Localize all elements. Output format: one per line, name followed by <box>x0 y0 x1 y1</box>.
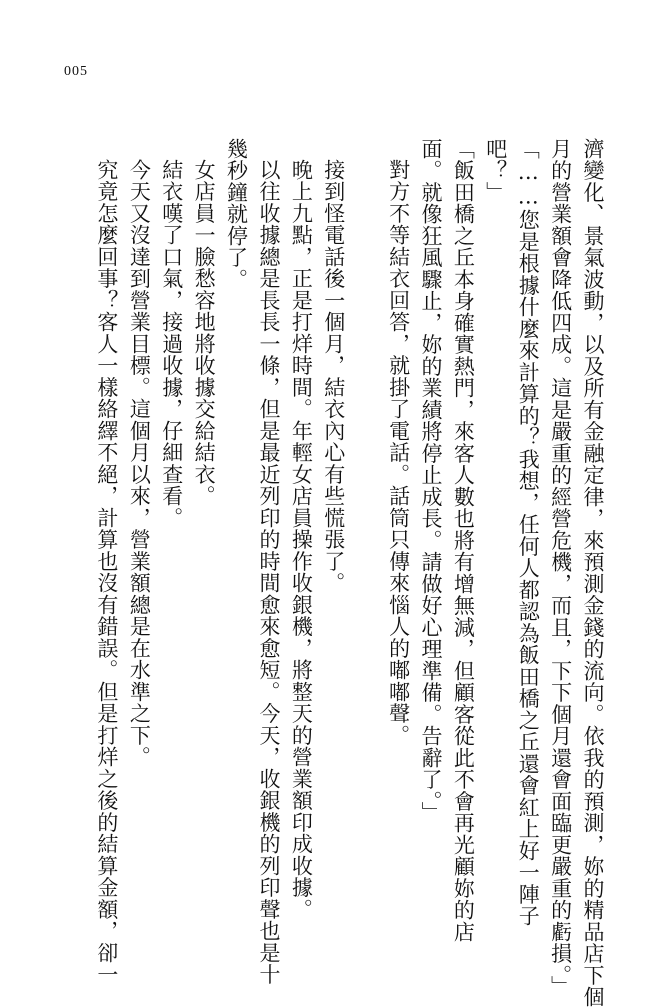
page-number: 005 <box>64 64 88 79</box>
text-line: 以往收據總是長長一條，但是最近列印的時間愈來愈短。今天，收銀機的列印聲也是十 <box>256 159 281 986</box>
text-line: 晚上九點，正是打烊時間。年輕女店員操作收銀機，將整天的營業額印成收據。 <box>289 159 314 921</box>
text-line: 究竟怎麼回事？客人一樣絡繹不絕，計算也沒有錯誤。但是打烊之後的結算金額，卻一 <box>94 159 119 986</box>
text-line: 「飯田橋之丘本身確實熱門，來客人數也將有增無減，但顧客從此不會再光顧妳的店 <box>451 138 476 943</box>
blank-line <box>350 138 382 898</box>
text-line: 月的營業額會降低四成。這是嚴重的經營危機，而且，下下個月還會面臨更嚴重的虧損。」 <box>548 138 573 998</box>
text-line: 對方不等結衣回答，就掛了電話。話筒只傳來惱人的嘟嘟聲。 <box>386 159 411 747</box>
text-line: 吧？」 <box>483 138 508 204</box>
text-line: 「……您是根據什麼來計算的？我想，任何人都認為飯田橋之丘還會紅上好一陣子 <box>516 138 541 927</box>
text-line: 濟變化、景氣波動，以及所有金融定律，來預測金錢的流向。依我的預測，妳的精品店下個 <box>581 138 605 1008</box>
text-line: 女店員一臉愁容地將收據交給結衣。 <box>192 159 217 507</box>
text-line: 幾秒鐘就停了。 <box>224 138 249 291</box>
text-line: 今天又沒達到營業目標。這個月以來，營業額總是在水準之下。 <box>127 159 152 768</box>
text-line: 接到怪電話後一個月，結衣內心有些慌張了。 <box>321 159 346 594</box>
text-line: 面。就像狂風驟止，妳的業績將停止成長。請做好心理準備。告辭了。」 <box>418 138 443 824</box>
text-line: 結衣嘆了口氣，接過收據，仔細查看。 <box>159 159 184 529</box>
body-text <box>49 138 609 1008</box>
